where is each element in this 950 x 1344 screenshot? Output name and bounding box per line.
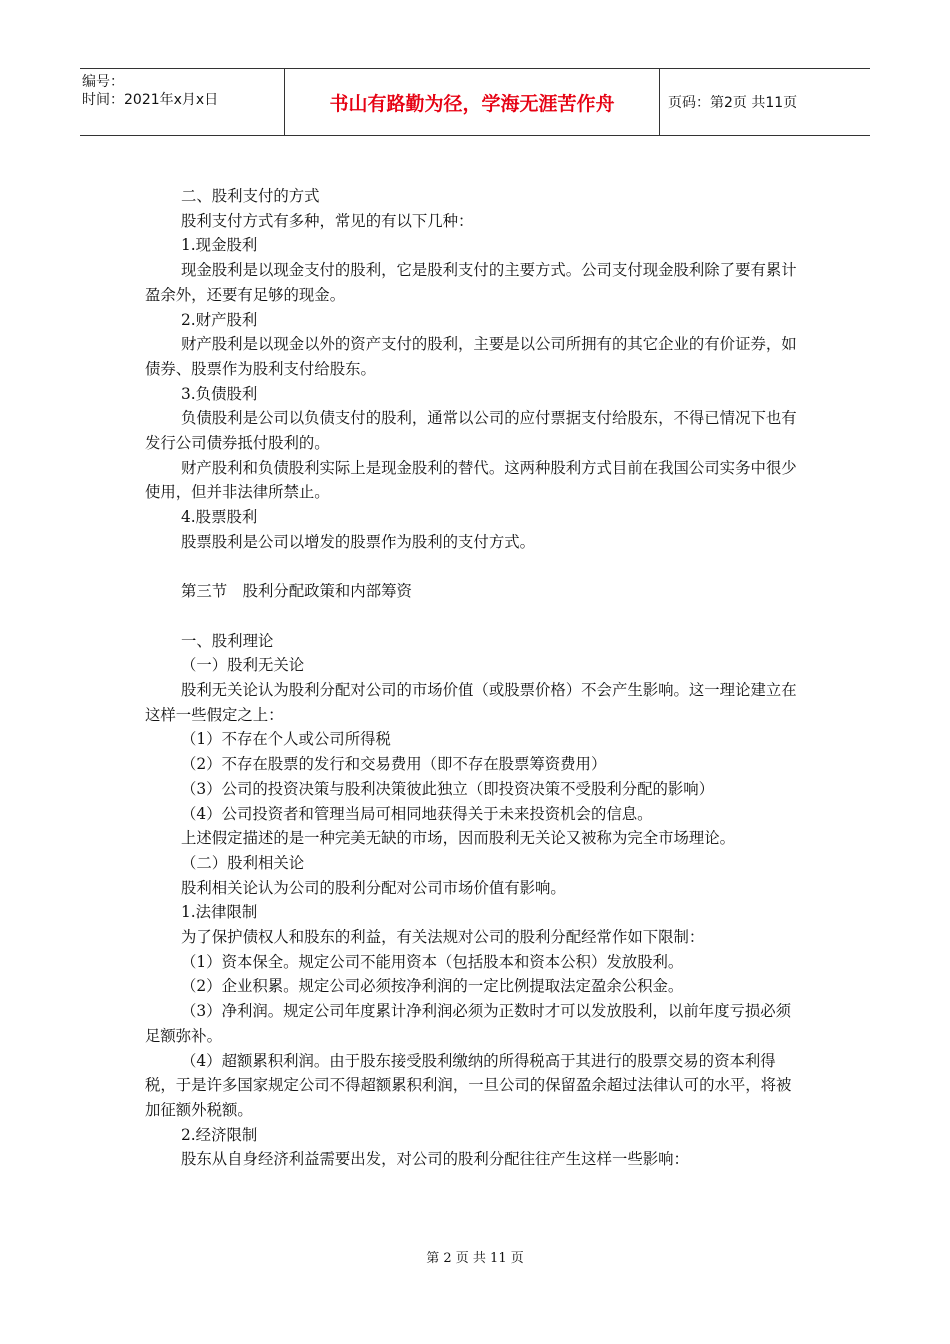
subheading: （二）股利相关论 [181, 853, 305, 872]
list-item: （3）净利润。规定公司年度累计净利润必须为正数时才可以发放股利，以前年度亏损必须足额弥补。 [145, 1002, 792, 1045]
list-item: （4）公司投资者和管理当局可相同地获得关于未来投资机会的信息。 [181, 804, 653, 823]
paragraph: 现金股利是以现金支付的股利，它是股利支付的主要方式。公司支付现金股利除了要有累计盈余外，还要有足够的现金。 [145, 261, 797, 304]
spacer [145, 604, 805, 629]
header-meta [80, 69, 285, 135]
paragraph: 财产股利和负债股利实际上是现金股利的替代。这两种股利方式目前在我国公司实务中很少使用，但并非法律所禁止。 [145, 458, 797, 502]
subheading: 1.现金股利 [181, 236, 258, 255]
paragraph: 股利无关论认为股利分配对公司的市场价值（或股票价格）不会产生影响。这一理论建立在这样一些假定之上： [145, 681, 797, 724]
header-motto: 书山有路勤为径，学海无涯苦作舟 [285, 69, 660, 135]
paragraph: 股东从自身经济利益需要出发，对公司的股利分配往往产生这样一些影响： [181, 1150, 689, 1169]
header-page-info: 页码：第2页 共11页 [668, 95, 798, 111]
paragraph: 为了保护债权人和股东的利益，有关法规对公司的股利分配经常作如下限制： [181, 928, 705, 947]
page-footer: 第 2 页 共 11 页 [426, 1251, 524, 1266]
paragraph: 股利支付方式有多种，常见的有以下几种： [181, 211, 474, 230]
paragraph: 上述假定描述的是一种完美无缺的市场，因而股利无关论又被称为完全市场理论。 [181, 829, 736, 848]
paragraph: 股利相关论认为公司的股利分配对公司市场价值有影响。 [181, 878, 566, 897]
subheading: 1.法律限制 [181, 903, 258, 922]
list-item: （1）不存在个人或公司所得税 [181, 730, 391, 749]
list-item: （1）资本保全。规定公司不能用资本（包括股本和资本公积）发放股利。 [181, 952, 684, 971]
paragraph: 财产股利是以现金以外的资产支付的股利，主要是以公司所拥有的其它企业的有价证券，如债券、股票作为股利支付给股东。 [145, 335, 797, 378]
section-heading: 一、股利理论 [181, 631, 274, 650]
subheading: 2.财产股利 [181, 310, 258, 329]
list-item: （2）企业积累。规定公司必须按净利润的一定比例提取法定盈余公积金。 [181, 977, 684, 996]
page-header [80, 68, 870, 136]
document-time-label: 时间：2021年x月x日 [82, 92, 219, 108]
subheading: 4.股票股利 [181, 508, 258, 527]
list-item: （2）不存在股票的发行和交易费用（即不存在股票筹资费用） [181, 755, 607, 774]
subheading: 2.经济限制 [181, 1125, 258, 1144]
document-number-label: 编号： [82, 74, 124, 90]
subheading: （一）股利无关论 [181, 656, 305, 675]
section-heading: 二、股利支付的方式 [181, 187, 320, 205]
chapter-heading: 第三节 股利分配政策和内部筹资 [181, 582, 412, 601]
subheading: 3.负债股利 [181, 384, 258, 403]
list-item: （4）超额累积利润。由于股东接受股利缴纳的所得税高于其进行的股票交易的资本利得税，于是许多国家规定公司不得超额累积利润，一旦公司的保留盈余超过法律认可的水平，将被加征额外税额。 [145, 1051, 792, 1119]
paragraph: 负债股利是公司以负债支付的股利，通常以公司的应付票据支付给股东，不得已情况下也有发行公司债券抵付股利的。 [145, 409, 797, 453]
list-item: （3）公司的投资决策与股利决策彼此独立（即投资决策不受股利分配的影响） [181, 779, 715, 798]
paragraph: 股票股利是公司以增发的股票作为股利的支付方式。 [181, 532, 535, 551]
spacer [145, 555, 805, 580]
document-body [145, 184, 805, 1172]
